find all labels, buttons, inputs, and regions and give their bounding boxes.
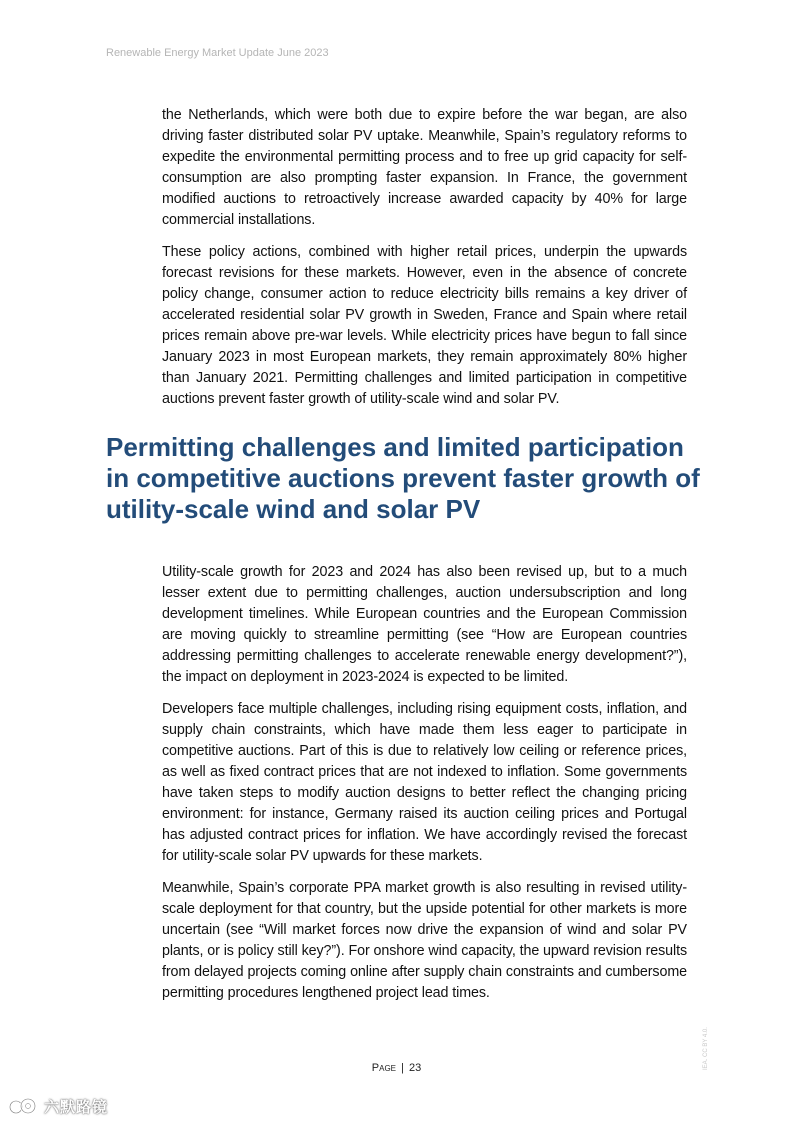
paragraph: Meanwhile, Spain’s corporate PPA market growth is also resulting in revised utility-scale deployment for that country, but the upside potential for other markets is more uncertain (see “Will market forces now drive the expansion of wind and solar PV plants, or is policy still key?”). For onshore wind capacity, the upward revision results from delayed projects coming online after supply chain constraints and cumbersome permitting procedures lengthened project lead times. (162, 880, 687, 1001)
paragraph: Developers face multiple challenges, including rising equipment costs, inflation, and supply chain constraints, which have made them less eager to participate in competitive auctions. Part of this is due to relatively low ceiling or reference prices, as well as fixed contract prices that are not indexed to inflation. Some governments have taken steps to modify auction designs to better reflect the changing pricing environment: for instance, Germany raised its auction ceiling prices and Portugal has adjusted contract prices for inflation. We have accordingly revised the forecast for utility-scale solar PV upwards for these markets. (162, 701, 687, 864)
body-section-1 (162, 105, 687, 421)
page-label: Page (371, 1062, 396, 1074)
watermark-text: 六默路镜 (44, 1098, 109, 1116)
page-footer (0, 1062, 793, 1074)
paragraph: the Netherlands, which were both due to expire before the war began, are also driving faster distributed solar PV uptake. Meanwhile, Spain’s regulatory reforms to expedite the environmental permitting process and to free up grid capacity for self-consumption are also prompting faster expansion. In France, the government modified auctions to retroactively increase awarded capacity by 40% for large commercial installations. (162, 107, 687, 228)
paragraph: Utility-scale growth for 2023 and 2024 has also been revised up, but to a much lesser extent due to permitting challenges, auction undersubscription and long development timelines. While European countries and the European Commission are moving quickly to streamline permitting (see “How are European countries addressing permitting challenges to accelerate renewable energy development?”), the impact on deployment in 2023-2024 is expected to be limited. (162, 564, 687, 685)
page-separator: | (401, 1062, 404, 1074)
watermark (8, 1095, 108, 1117)
section-heading: Permitting challenges and limited participation in competitive auctions prevent faster growth of utility-scale wind and solar PV (106, 432, 700, 524)
paragraph: These policy actions, combined with higher retail prices, underpin the upwards forecast revisions for these markets. However, even in the absence of concrete policy change, consumer action to reduce electricity bills remains a key driver of accelerated residential solar PV growth in Sweden, France and Spain where retail prices remain above pre-war levels. While electricity prices have begun to fall since January 2023 in most European markets, they remain approximately 80% higher than January 2021. Permitting challenges and limited participation in competitive auctions prevent faster growth of utility-scale wind and solar PV. (162, 244, 687, 407)
license-notice: IEA. CC BY 4.0. (703, 1027, 709, 1070)
body-section-2 (162, 562, 687, 1015)
page-number: 23 (408, 1062, 422, 1074)
camera-logo-icon (8, 1095, 38, 1117)
running-header: Renewable Energy Market Update June 2023 (106, 47, 329, 59)
